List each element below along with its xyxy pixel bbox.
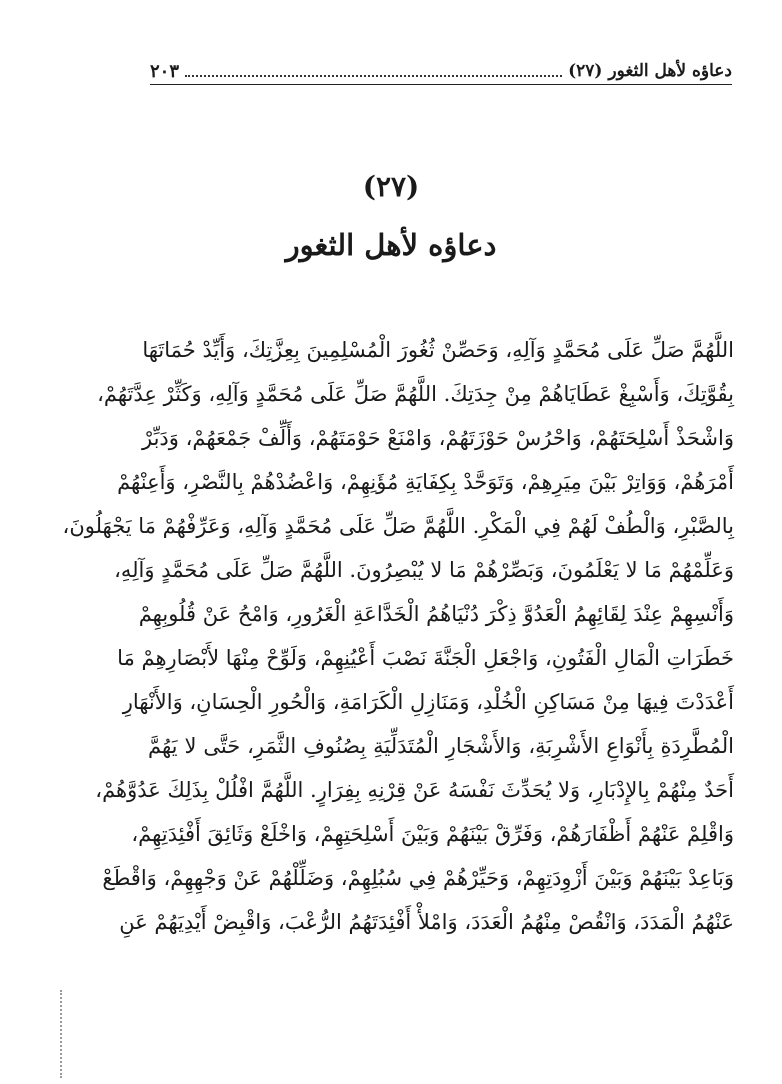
chapter-number: (٢٧): [362, 170, 420, 203]
leader-dots: [185, 72, 562, 77]
margin-dotted-mark: [60, 990, 66, 1078]
text-line: أَحَدٌ مِنْهُمْ بِالإِدْبَارِ، وَلا يُحَدِّثَ نَفْسَهُ عَنْ قِرْنِهِ بِفِرَارٍ. اللَّهُمَّ افْلُلْ بِذَلِكَ عَدُوَّهُمْ،: [95, 778, 734, 802]
text-line: أَمْرَهُمْ، وَوَاتِرْ بَيْنَ مِيَرِهِمْ، وَتَوَحَّدْ بِكِفَايَةِ مُؤَنِهِمْ، وَاعْضُدْهُمْ بِالنَّصْرِ، وَأَعِنْهُمْ: [117, 470, 734, 494]
text-line: وَاشْحَذْ أَسْلِحَتَهُمْ، وَاحْرُسْ حَوْزَتَهُمْ، وَامْنَعْ حَوْمَتَهُمْ، وَأَلِّفْ جَمْعَهُمْ، وَدَبِّرْ: [142, 426, 734, 450]
running-header: [150, 58, 732, 85]
running-header-title: دعاؤه لأهل الثغور (٢٧): [568, 61, 732, 81]
text-line: وَأَنْسِهِمْ عِنْدَ لِقَائِهِمُ الْعَدُوَّ ذِكْرَ دُنْيَاهُمُ الْخَدَّاعَةِ الْغَرُورِ، وَامْحُ عَنْ قُلُوبِهِمْ: [138, 602, 734, 626]
text-line: بِالصَّبْرِ، وَالْطُفْ لَهُمْ فِي الْمَكْرِ. اللَّهُمَّ صَلِّ عَلَى مُحَمَّدٍ وَآلِهِ، وَعَرِّفْهُمْ مَا يَجْهَلُونَ،: [62, 514, 734, 538]
text-line: وَبَاعِدْ بَيْنَهُمْ وَبَيْنَ أَزْوِدَتِهِمْ، وَحَيِّرْهُمْ فِي سُبُلِهِمْ، وَضَلِّلْهُمْ عَنْ وَجْهِهِمْ، وَاقْطَعْ: [102, 866, 734, 890]
page-number: ٢٠٣: [150, 60, 180, 82]
text-line: عَنْهُمُ الْمَدَدَ، وَانْقُصْ مِنْهُمُ الْعَدَدَ، وَامْلأْ أَفْئِدَتَهُمُ الرُّعْبَ، وَاقْبِضْ أَيْدِيَهُمْ عَنِ: [119, 910, 734, 934]
text-line: بِقُوَّتِكَ، وَأَسْبِغْ عَطَايَاهُمْ مِنْ جِدَتِكَ. اللَّهُمَّ صَلِّ عَلَى مُحَمَّدٍ وَآلِهِ، وَكَثِّرْ عِدَّتَهُمْ،: [97, 382, 734, 406]
text-line: اللَّهُمَّ صَلِّ عَلَى مُحَمَّدٍ وَآلِهِ، وَحَصِّنْ ثُغُورَ الْمُسْلِمِينَ بِعِزَّتِكَ، وَأَيِّدْ حُمَاتَهَا: [142, 338, 734, 362]
chapter-title: دعاؤه لأهل الثغور: [285, 228, 497, 262]
text-line: الْمُطَّرِدَةِ بِأَنْوَاعِ الأَشْرِبَةِ، وَالأَشْجَارِ الْمُتَدَلِّيَةِ بِصُنُوفِ الثَّمَرِ، حَتَّى لا يَهُمَّ: [148, 734, 734, 758]
body-text: [62, 328, 734, 944]
text-line: أَعْدَدْتَ فِيهَا مِنْ مَسَاكِنِ الْخُلْدِ، وَمَنَازِلِ الْكَرَامَةِ، وَالْحُورِ الْحِسَانِ، وَالأَنْهَارِ: [122, 690, 734, 714]
text-line: وَاقْلِمْ عَنْهُمْ أَظْفَارَهُمْ، وَفَرِّقْ بَيْنَهُمْ وَبَيْنَ أَسْلِحَتِهِمْ، وَاخْلَعْ وَثَائِقَ أَفْئِدَتِهِمْ،: [131, 822, 734, 846]
text-line: خَطَرَاتِ الْمَالِ الْفَتُونِ، وَاجْعَلِ الْجَنَّةَ نَصْبَ أَعْيُنِهِمْ، وَلَوِّحْ مِنْهَا لأَبْصَارِهِمْ مَا: [117, 646, 734, 670]
text-line: وَعَلِّمْهُمْ مَا لا يَعْلَمُونَ، وَبَصِّرْهُمْ مَا لا يُبْصِرُونَ. اللَّهُمَّ صَلِّ عَلَى مُحَمَّدٍ وَآلِهِ،: [114, 558, 734, 582]
